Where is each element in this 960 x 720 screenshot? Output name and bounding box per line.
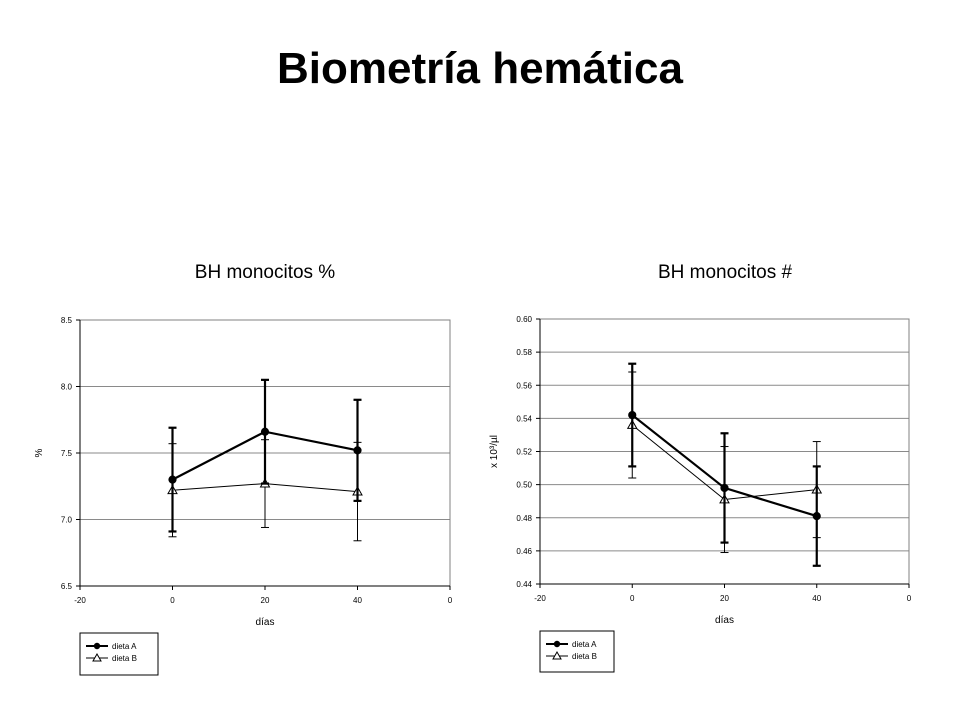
y-tick-label: 0.48 — [516, 513, 532, 523]
y-tick-label: 7.5 — [60, 449, 72, 458]
x-tick-label: -20 — [74, 596, 86, 605]
y-tick-label: 6.5 — [60, 582, 72, 591]
x-axis-label: días — [255, 617, 275, 628]
legend-label: dieta A — [112, 642, 137, 651]
x-tick-label: 40 — [353, 596, 362, 605]
legend-marker — [554, 641, 560, 647]
slide-title: Biometría hemática — [277, 44, 683, 93]
y-tick-label: 0.50 — [516, 480, 532, 490]
y-tick-label: 8.5 — [60, 316, 72, 325]
x-tick-label: -20 — [534, 594, 546, 603]
data-point — [261, 428, 268, 435]
x-tick-label: 0 — [447, 596, 453, 605]
data-point — [721, 484, 728, 491]
x-tick-label: 40 — [812, 594, 822, 603]
y-axis-label: % — [34, 448, 45, 458]
y-tick-label: 0.60 — [516, 315, 532, 324]
chart-title: BH monocitos # — [657, 262, 793, 283]
legend-label: dieta A — [572, 640, 597, 649]
y-tick-label: 8.0 — [60, 382, 72, 392]
data-point — [813, 512, 820, 519]
legend-label: dieta B — [572, 652, 597, 661]
chart-2 — [489, 262, 912, 672]
y-tick-label: 0.58 — [516, 348, 532, 358]
chart-title: BH monocitos % — [194, 262, 336, 283]
data-point — [354, 447, 361, 454]
legend — [540, 631, 614, 672]
y-tick-label: 0.56 — [516, 381, 532, 391]
x-tick-label: 20 — [260, 596, 270, 605]
x-tick-label: 20 — [720, 594, 729, 603]
legend — [80, 633, 158, 675]
y-tick-label: 7.0 — [60, 515, 72, 525]
x-tick-label: 0 — [630, 594, 635, 603]
legend-label: dieta B — [112, 654, 137, 663]
y-axis-label: x 10³/µl — [489, 435, 500, 468]
y-tick-label: 0.52 — [516, 447, 532, 457]
data-point — [169, 476, 176, 483]
legend-marker — [94, 643, 100, 649]
data-point — [629, 411, 636, 418]
chart-1 — [34, 262, 453, 675]
x-tick-label: 0 — [170, 596, 175, 605]
y-tick-label: 0.54 — [516, 414, 532, 424]
series-dieta-a — [628, 364, 821, 566]
y-tick-label: 0.46 — [516, 546, 532, 556]
y-tick-label: 0.44 — [516, 580, 532, 589]
x-tick-label: 0 — [906, 594, 912, 603]
x-axis-label: días — [715, 615, 734, 626]
